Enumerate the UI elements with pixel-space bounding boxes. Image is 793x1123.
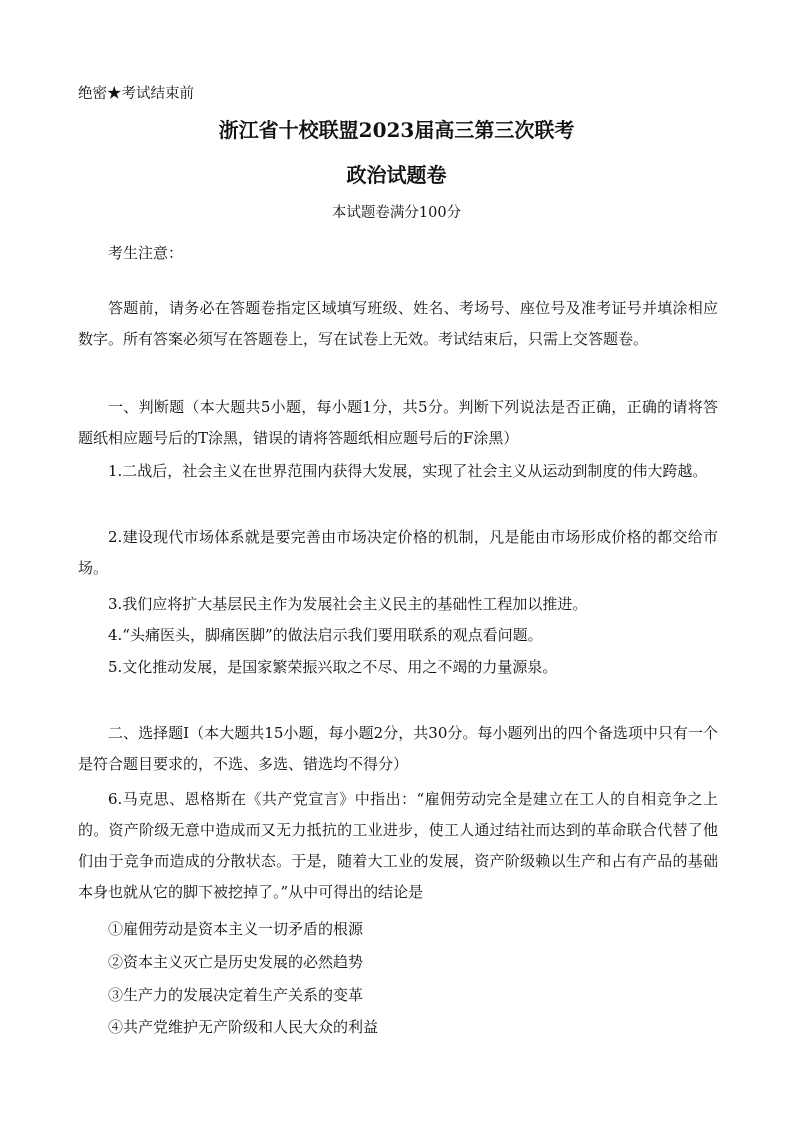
option-3: ③生产力的发展决定着生产关系的变革 <box>108 986 364 1004</box>
notice-text: 答题前，请务必在答题卷指定区域填写班级、姓名、考场号、座位号及准考证号并填涂相应数字。所有答案必须写在答题卷上，写在试卷上无效。考试结束后，只需上交答题卷。 <box>78 299 718 348</box>
question-5: 5.文化推动发展，是国家繁荣振兴取之不尽、用之不竭的力量源泉。 <box>108 658 558 676</box>
question-6: 6.马克思、恩格斯在《共产党宣言》中指出：“雇佣劳动完全是建立在工人的自相竞争之上的。资产阶级无意中造成而又无力抵抗的工业进步，使工人通过结社而达到的革命联合代替了他们由于竞争而造成的分散状态。于是，随着大工业的发展，资产阶级赖以生产和占有产品的基础本身也就从它的脚下被挖掉了。”从中可得出的结论是 <box>78 790 718 901</box>
question-2: 2.建设现代市场体系就是要完善由市场决定价格的机制，凡是能由市场形成价格的都交给市场。 <box>78 528 718 577</box>
section1-heading: 一、判断题（本大题共5小题，每小题1分，共5分。判断下列说法是否正确，正确的请将答题纸相应题号后的T涂黑，错误的请将答题纸相应题号后的F涂黑） <box>78 398 718 447</box>
section2-heading: 二、选择题Ⅰ（本大题共15小题，每小题2分，共30分。每小题列出的四个备选项中只有一个是符合题目要求的，不选、多选、错选均不得分） <box>78 724 718 773</box>
option-4: ④共产党维护无产阶级和人民大众的利益 <box>108 1018 379 1036</box>
exam-subtitle: 政治试题卷 <box>346 163 447 187</box>
option-2: ②资本主义灭亡是历史发展的必然趋势 <box>108 953 364 971</box>
notice-label: 考生注意： <box>108 244 184 262</box>
confidential-mark: 绝密★考试结束前 <box>78 86 194 102</box>
exam-title: 浙江省十校联盟2023届高三第三次联考 <box>218 118 575 142</box>
option-1: ①雇佣劳动是资本主义一切矛盾的根源 <box>108 920 364 938</box>
question-4: 4.“头痛医头，脚痛医脚”的做法启示我们要用联系的观点看问题。 <box>108 626 543 644</box>
question-3: 3.我们应将扩大基层民主作为发展社会主义民主的基础性工程加以推进。 <box>108 595 588 613</box>
full-score-note: 本试题卷满分100分 <box>331 205 462 221</box>
question-1: 1.二战后，社会主义在世界范围内获得大发展，实现了社会主义从运动到制度的伟大跨越。 <box>108 462 708 480</box>
